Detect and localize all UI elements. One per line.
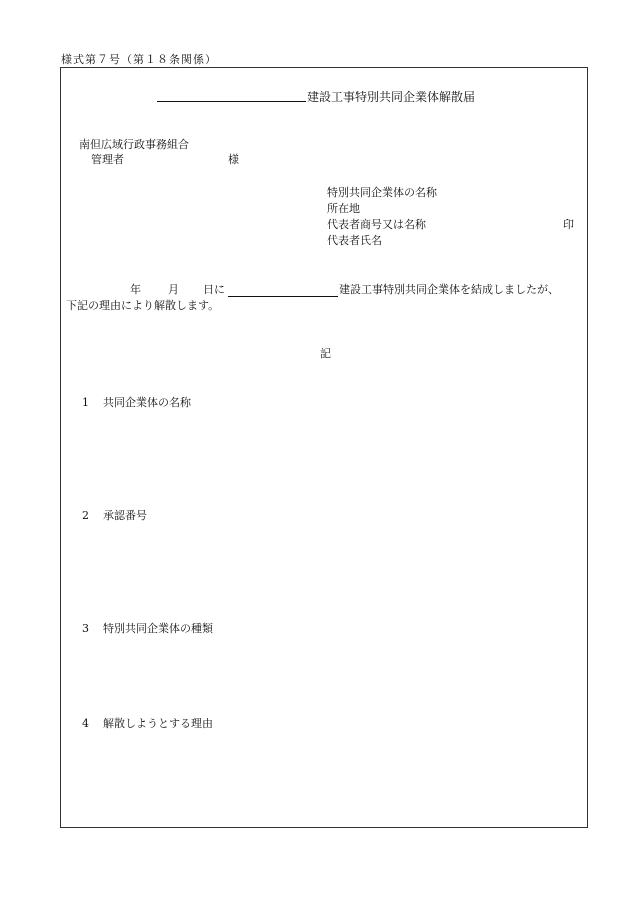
body-line2: 下記の理由により解散します。 [66, 299, 220, 312]
addressee-honorific: 様 [228, 153, 239, 166]
item-2-number: 2 [82, 509, 89, 522]
representative-company-label: 代表者商号又は名称 [327, 218, 426, 231]
addressee-organization: 南但広域行政事務組合 [79, 138, 189, 151]
body-line1-suffix: 建設工事特別共同企業体を結成しましたが、 [339, 283, 559, 296]
address-label: 所在地 [327, 202, 360, 215]
item-4-number: 4 [82, 717, 89, 730]
date-year: 年 [130, 283, 141, 296]
item-4-label: 解散しようとする理由 [103, 717, 213, 730]
addressee-role: 管理者 [91, 153, 124, 166]
item-1-label: 共同企業体の名称 [103, 396, 191, 409]
item-1-number: 1 [82, 396, 89, 409]
project-name-blank[interactable] [157, 101, 306, 102]
date-day: 日に [203, 283, 225, 296]
note-heading: 記 [320, 347, 331, 360]
item-3-label: 特別共同企業体の種類 [103, 622, 213, 635]
jv-name-label: 特別共同企業体の名称 [327, 186, 437, 199]
document-title: 建設工事特別共同企業体解散届 [307, 90, 476, 104]
form-frame [60, 67, 588, 828]
item-2-label: 承認番号 [103, 509, 147, 522]
representative-name-label: 代表者氏名 [327, 234, 382, 247]
seal-mark: 印 [563, 218, 574, 231]
item-3-number: 3 [82, 622, 89, 635]
date-month: 月 [168, 283, 179, 296]
form-number-label: 様式第７号（第１８条関係） [61, 53, 217, 66]
jv-project-blank[interactable] [228, 296, 338, 297]
